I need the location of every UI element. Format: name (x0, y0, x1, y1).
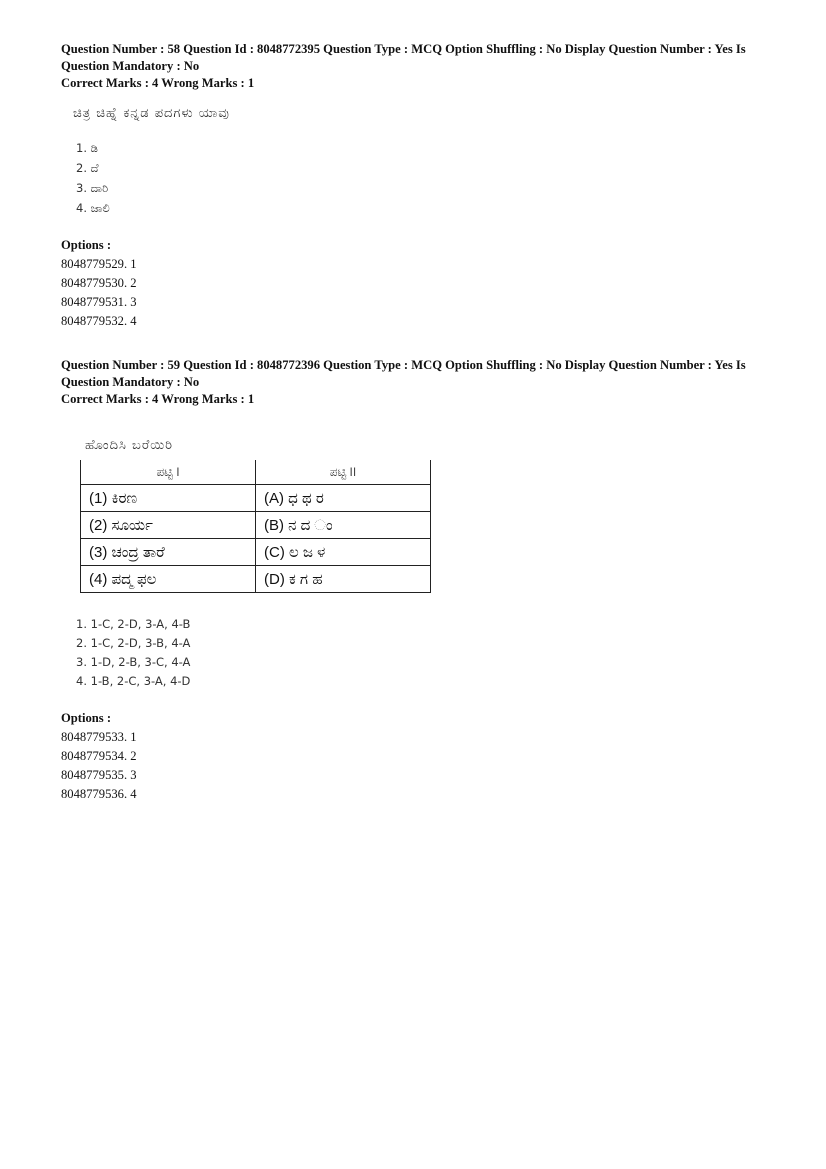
table-row (81, 539, 431, 566)
table-row (81, 566, 431, 593)
option-id-item: 8048779534. 2 (61, 749, 137, 763)
option-id-list (61, 728, 761, 804)
choice-item: 3. ದಾರಿ (76, 181, 109, 195)
match-right-cell: (C) ಲ ಜ ಳ (256, 539, 431, 566)
question-58 (61, 41, 761, 331)
match-left-cell: (3) ಚಂದ್ರ ತಾರೆ (81, 539, 256, 566)
question-stem: ಹೊಂದಿಸಿ ಬರೆಯಿರಿ (85, 438, 174, 453)
question-marks: Correct Marks : 4 Wrong Marks : 1 (61, 76, 255, 90)
choice-list (76, 615, 761, 691)
choice-list (76, 138, 761, 218)
choice-item: 2. ದೆ (76, 161, 99, 175)
option-id-item: 8048779535. 3 (61, 768, 137, 782)
choice-item: 2. 1-C, 2-D, 3-B, 4-A (76, 636, 191, 650)
choice-item: 4. ಜಾಲಿ (76, 201, 110, 215)
match-right-cell: (B) ನ ದ ಂ (256, 512, 431, 539)
question-59 (61, 357, 761, 804)
options-title: Options : (61, 238, 112, 252)
match-table-header (81, 460, 431, 485)
question-meta-line1: Question Number : 59 Question Id : 8048772396 Question Type : MCQ Option Shuffling : No Display Question Number : Yes Is (61, 358, 746, 372)
option-id-item: 8048779536. 4 (61, 787, 137, 801)
option-id-item: 8048779530. 2 (61, 276, 137, 290)
option-id-list (61, 255, 761, 331)
match-right-cell: (D) ಕ ಗ ಹ (256, 566, 431, 593)
question-marks: Correct Marks : 4 Wrong Marks : 1 (61, 392, 255, 406)
question-meta-line1: Question Number : 58 Question Id : 8048772395 Question Type : MCQ Option Shuffling : No Display Question Number : Yes Is (61, 42, 746, 56)
choice-item: 4. 1-B, 2-C, 3-A, 4-D (76, 674, 191, 688)
question-meta-line2: Question Mandatory : No (61, 59, 200, 73)
option-id-item: 8048779532. 4 (61, 314, 137, 328)
choice-item: 1. ಡಿ (76, 141, 98, 155)
question-meta-line2: Question Mandatory : No (61, 375, 200, 389)
match-head-left: ಪಟ್ಟಿ I (81, 460, 256, 485)
table-row (81, 485, 431, 512)
option-id-item: 8048779531. 3 (61, 295, 137, 309)
match-left-cell: (4) ಪದ್ಮ ಫಲ (81, 566, 256, 593)
option-id-item: 8048779529. 1 (61, 257, 137, 271)
table-row (81, 512, 431, 539)
option-id-item: 8048779533. 1 (61, 730, 137, 744)
choice-item: 3. 1-D, 2-B, 3-C, 4-A (76, 655, 191, 669)
match-table (80, 460, 431, 593)
match-left-cell: (2) ಸೂರ್ಯ (81, 512, 256, 539)
choice-item: 1. 1-C, 2-D, 3-A, 4-B (76, 617, 191, 631)
match-head-right: ಪಟ್ಟಿ II (256, 460, 431, 485)
match-left-cell: (1) ಕಿರಣ (81, 485, 256, 512)
question-stem: ಚಿತ್ರ ಚಿಹ್ನೆ ಕನ್ನಡ ಪದಗಳು ಯಾವು (73, 106, 230, 121)
match-right-cell: (A) ಧ ಥ ರ (256, 485, 431, 512)
options-title: Options : (61, 711, 112, 725)
